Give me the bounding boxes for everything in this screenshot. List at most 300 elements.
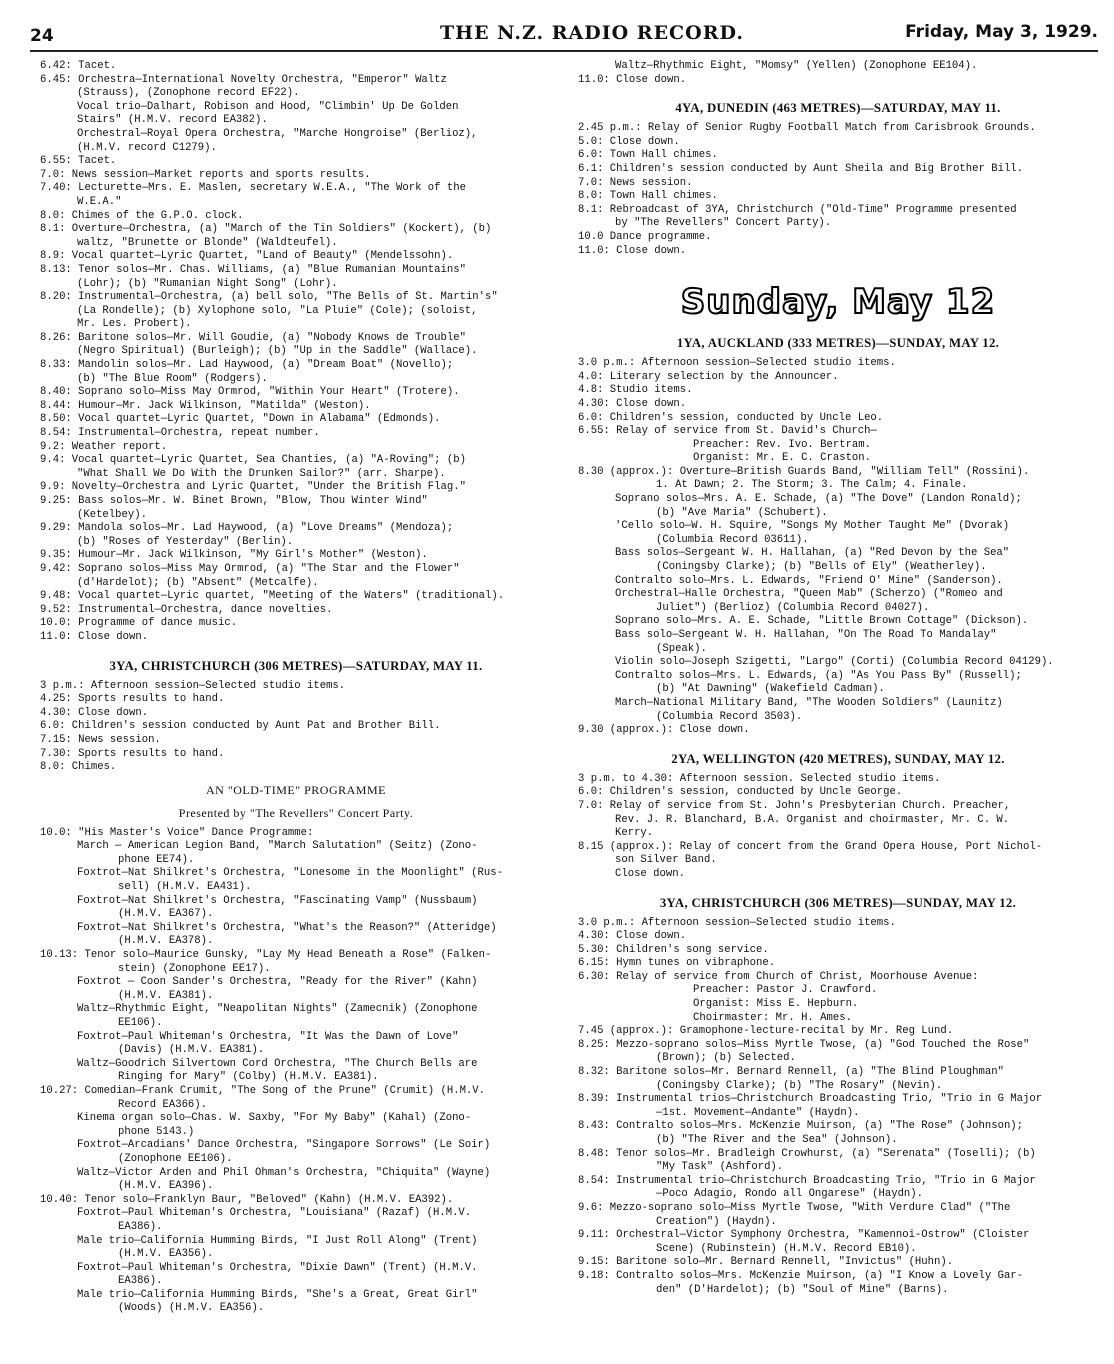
programme-line bbox=[40, 748, 552, 762]
programme-line-text: 8.1: Rebroadcast of 3YA, Christchurch ("Old-Time" Programme presented bbox=[578, 203, 1017, 216]
programme-line bbox=[40, 373, 552, 387]
programme-line bbox=[40, 305, 552, 319]
programme-list-dance bbox=[40, 827, 552, 1316]
programme-line-text: phone 5143.) bbox=[118, 1125, 195, 1138]
programme-line-text: Bass solo—Sergeant W. H. Hallahan, "On The Road To Mandalay" bbox=[615, 629, 997, 641]
programme-line bbox=[578, 1216, 1098, 1230]
programme-line-text: March—National Military Band, "The Wooden Soldiers" (Launitz) bbox=[615, 696, 1003, 709]
programme-line-text: 8.9: Vocal quartet—Lyric Quartet, "Land of Beauty" (Mendelssohn). bbox=[40, 250, 454, 263]
programme-line-text: 9.52: Instrumental—Orchestra, dance novelties. bbox=[40, 603, 333, 616]
programme-line bbox=[40, 169, 552, 183]
programme-line bbox=[578, 177, 1098, 191]
programme-line-text: 8.44: Humour—Mr. Jack Wilkinson, "Matilda" (Weston). bbox=[40, 399, 371, 412]
programme-line-text: EA386). bbox=[118, 1220, 163, 1233]
programme-line-text: Rev. J. R. Blanchard, B.A. Organist and choirmaster, Mr. C. W. bbox=[615, 813, 1010, 826]
programme-line bbox=[40, 332, 552, 346]
station-heading-2ya-sunday: 2YA, WELLINGTON (420 METRES), SUNDAY, MAY 12. bbox=[671, 751, 1005, 766]
programme-line bbox=[578, 1039, 1098, 1053]
programme-line-text: Contralto solos—Mrs. L. Edwards, (a) "As You Pass By" (Russell); bbox=[615, 669, 1022, 682]
programme-line bbox=[578, 944, 1098, 958]
programme-line bbox=[578, 827, 1098, 841]
programme-line-text: (H.M.V. record C1279). bbox=[77, 141, 217, 154]
programme-line-text: Preacher: Pastor J. Crawford. bbox=[693, 984, 878, 997]
programme-line-text: 3.0 p.m.: Afternoon session—Selected studio items. bbox=[578, 357, 896, 370]
programme-line bbox=[40, 509, 552, 523]
programme-line-text: EE106). bbox=[118, 1017, 163, 1029]
programme-line bbox=[578, 357, 1098, 371]
programme-line-text: by "The Revellers" Concert Party). bbox=[615, 217, 832, 230]
programme-line bbox=[40, 840, 552, 854]
programme-line bbox=[578, 1270, 1098, 1284]
programme-line-text: 8.26: Baritone solos—Mr. Will Goudie, (a) "Nobody Knows de Trouble" bbox=[40, 331, 466, 344]
programme-line bbox=[578, 561, 1098, 575]
programme-line bbox=[578, 534, 1098, 548]
programme-line-text: (b) "Roses of Yesterday" (Berlin). bbox=[77, 535, 294, 548]
programme-line-text: 8.20: Instrumental—Orchestra, (a) bell solo, "The Bells of St. Martin's" bbox=[40, 291, 498, 304]
programme-list-3ya-sunday bbox=[578, 917, 1098, 1298]
programme-line bbox=[578, 984, 1098, 998]
programme-line-text: 4.30: Close down. bbox=[578, 930, 687, 943]
programme-line-text: Stairs" (H.M.V. record EA382). bbox=[77, 114, 268, 127]
programme-line-text: 10.13: Tenor solo—Maurice Gunsky, "Lay My Head Beneath a Rose" (Falken- bbox=[40, 949, 492, 962]
programme-line bbox=[40, 250, 552, 264]
programme-line bbox=[578, 1012, 1098, 1026]
programme-line-text: 7.30: Sports results to hand. bbox=[40, 747, 225, 760]
programme-line-text: 8.1: Overture—Orchestra, (a) "March of the Tin Soldiers" (Kockert), (b) bbox=[40, 223, 492, 236]
programme-line-text: 9.6: Mezzo-soprano solo—Miss Myrtle Twose, "With Verdure Clad" ("The bbox=[578, 1201, 1011, 1214]
programme-line bbox=[578, 930, 1098, 944]
right-column bbox=[578, 60, 1098, 1297]
programme-line bbox=[578, 917, 1098, 931]
programme-line bbox=[578, 588, 1098, 602]
programme-line-text: 7.0: News session—Market reports and sports results. bbox=[40, 168, 371, 181]
programme-line-text: den" (D'Hardelot); (b) "Soul of Mine" (Barns). bbox=[656, 1283, 949, 1296]
programme-line bbox=[578, 971, 1098, 985]
programme-line bbox=[40, 693, 552, 707]
programme-line-text: Waltz—Goodrich Silvertown Cord Orchestra, "The Church Bells are bbox=[77, 1057, 478, 1070]
programme-line-text: 9.48: Vocal quartet—Lyric quartet, "Meeting of the Waters" (traditional). bbox=[40, 590, 505, 603]
programme-line bbox=[40, 1235, 552, 1249]
programme-line-text: 8.40: Soprano solo—Miss May Ormrod, "Within Your Heart" (Trotere). bbox=[40, 386, 460, 399]
programme-line bbox=[40, 1058, 552, 1072]
page-number: 24 bbox=[30, 26, 54, 46]
programme-line-text: (b) "At Dawning" (Wakefield Cadman). bbox=[656, 683, 885, 696]
programme-line-text: 8.33: Mandolin solos—Mr. Lad Haywood, (a) "Dream Boat" (Novello); bbox=[40, 359, 454, 372]
programme-line bbox=[578, 1161, 1098, 1175]
programme-line-text: (b) "Ave Maria" (Schubert). bbox=[656, 506, 828, 519]
programme-line bbox=[40, 1099, 552, 1113]
programme-line bbox=[578, 615, 1098, 629]
programme-line-text: son Silver Band. bbox=[615, 854, 717, 867]
programme-line bbox=[40, 536, 552, 550]
programme-line-text: (Brown); (b) Selected. bbox=[656, 1052, 796, 1065]
programme-line bbox=[40, 617, 552, 631]
programme-line bbox=[578, 547, 1098, 561]
programme-line-text: 6.30: Relay of service from Church of Christ, Moorhouse Avenue: bbox=[578, 970, 979, 983]
programme-line bbox=[40, 1044, 552, 1058]
programme-line-text: 7.15: News session. bbox=[40, 733, 161, 746]
programme-line bbox=[40, 707, 552, 721]
station-heading-4ya-saturday: 4YA, DUNEDIN (463 METRES)—SATURDAY, MAY 11. bbox=[675, 101, 1001, 116]
programme-line-text: (d'Hardelot); (b) "Absent" (Metcalfe). bbox=[77, 576, 319, 589]
programme-line bbox=[578, 841, 1098, 855]
programme-line-text: 10.27: Comedian—Frank Crumit, "The Song of the Prune" (Crumit) (H.M.V. bbox=[40, 1084, 486, 1097]
programme-line-text: 6.42: Tacet. bbox=[40, 60, 117, 72]
programme-line bbox=[578, 245, 1098, 259]
programme-line bbox=[40, 680, 552, 694]
programme-line bbox=[40, 895, 552, 909]
programme-line bbox=[40, 74, 552, 88]
programme-line bbox=[40, 1194, 552, 1208]
header-rule bbox=[30, 50, 1098, 52]
programme-line-text: Orchestral—Halle Orchestra, "Queen Mab" (Scherzo) ("Romeo and bbox=[615, 588, 1003, 601]
programme-line bbox=[578, 1175, 1098, 1189]
programme-line-text: 7.0: Relay of service from St. John's Presbyterian Church. Preacher, bbox=[578, 799, 1011, 812]
programme-line bbox=[578, 786, 1098, 800]
programme-line-text: sell) (H.M.V. EA431). bbox=[118, 881, 252, 894]
programme-line bbox=[578, 1188, 1098, 1202]
programme-line bbox=[40, 237, 552, 251]
programme-line-text: 3.0 p.m.: Afternoon session—Selected studio items. bbox=[578, 916, 896, 929]
programme-line bbox=[578, 520, 1098, 534]
programme-line-text: Male trio—California Humming Birds, "I Just Roll Along" (Trent) bbox=[77, 1234, 478, 1247]
programme-line bbox=[40, 142, 552, 156]
programme-line-text: Soprano solo—Mrs. A. E. Schade, "Little Brown Cottage" (Dickson). bbox=[615, 615, 1029, 628]
programme-line bbox=[578, 602, 1098, 616]
programme-line bbox=[40, 1112, 552, 1126]
programme-line-text: (Ketelbey). bbox=[77, 508, 147, 521]
programme-line-text: (Zonophone EE106). bbox=[118, 1152, 233, 1165]
programme-line-text: 4.0: Literary selection by the Announcer. bbox=[578, 370, 839, 383]
programme-line-text: 3 p.m.: Afternoon session—Selected studio items. bbox=[40, 679, 346, 692]
programme-line-text: Foxtrot — Coon Sander's Orchestra, "Ready for the River" (Kahn) bbox=[77, 976, 478, 989]
programme-line-text: Record EA366). bbox=[118, 1098, 208, 1111]
programme-line-text: (Coningsby Clarke); (b) "The Rosary" (Nevin). bbox=[656, 1079, 943, 1092]
programme-line-text: 9.4: Vocal quartet—Lyric Quartet, Sea Chanties, (a) "A-Roving"; (b) bbox=[40, 454, 466, 467]
programme-line-text: 11.0: Close down. bbox=[578, 73, 687, 86]
programme-line-text: 9.25: Bass solos—Mr. W. Binet Brown, "Blow, Thou Winter Wind" bbox=[40, 495, 428, 507]
programme-line bbox=[40, 604, 552, 618]
programme-list-1ya-sunday bbox=[578, 357, 1098, 738]
programme-line-text: (Strauss), (Zonophone record EF22). bbox=[77, 87, 300, 100]
programme-line bbox=[40, 1031, 552, 1045]
programme-line-text: Waltz—Victor Arden and Phil Ohman's Orchestra, "Chiquita" (Wayne) bbox=[77, 1166, 491, 1179]
programme-line bbox=[578, 1066, 1098, 1080]
programme-line bbox=[40, 577, 552, 591]
programme-line-text: 8.0: Chimes of the G.P.O. clock. bbox=[40, 209, 244, 222]
programme-line bbox=[40, 522, 552, 536]
programme-line bbox=[578, 957, 1098, 971]
station-heading-3ya-saturday: 3YA, CHRISTCHURCH (306 METRES)—SATURDAY, MAY 11. bbox=[109, 658, 483, 673]
programme-line bbox=[40, 949, 552, 963]
programme-line bbox=[578, 800, 1098, 814]
programme-line bbox=[40, 935, 552, 949]
programme-line bbox=[40, 441, 552, 455]
programme-line-text: stein) (Zonophone EE17). bbox=[118, 962, 271, 975]
programme-line-text: Kerry. bbox=[615, 827, 654, 840]
programme-list-3ya-saturday bbox=[40, 680, 552, 775]
programme-line bbox=[40, 182, 552, 196]
programme-line-text: 8.25: Mezzo-soprano solos—Miss Myrtle Twose, (a) "God Touched the Rose" bbox=[578, 1038, 1030, 1051]
programme-line-text: Juliet") (Berlioz) (Columbia Record 04027). bbox=[656, 601, 930, 614]
programme-line-text: Foxtrot—Paul Whiteman's Orchestra, "It Was the Dawn of Love" bbox=[77, 1030, 459, 1043]
programme-line-text: W.E.A." bbox=[77, 195, 122, 208]
programme-line bbox=[578, 466, 1098, 480]
issue-date: Friday, May 3, 1929. bbox=[905, 22, 1098, 42]
programme-line bbox=[40, 1207, 552, 1221]
station-heading-1ya-sunday: 1YA, AUCKLAND (333 METRES)—SUNDAY, MAY 12. bbox=[676, 336, 1000, 351]
programme-line bbox=[578, 231, 1098, 245]
programme-line bbox=[578, 1080, 1098, 1094]
programme-line-text: "What Shall We Do With the Drunken Sailor?" (arr. Sharpe). bbox=[77, 467, 446, 480]
programme-line bbox=[40, 1275, 552, 1289]
programme-line bbox=[578, 643, 1098, 657]
programme-line bbox=[40, 976, 552, 990]
programme-line-text: 1. At Dawn; 2. The Storm; 3. The Calm; 4. Finale. bbox=[656, 479, 968, 492]
programme-line bbox=[578, 854, 1098, 868]
programme-line bbox=[578, 575, 1098, 589]
programme-line bbox=[578, 1134, 1098, 1148]
programme-line-text: 6.0: Town Hall chimes. bbox=[578, 149, 718, 162]
programme-line bbox=[578, 60, 1098, 74]
programme-line bbox=[578, 1284, 1098, 1298]
programme-line bbox=[40, 318, 552, 332]
programme-line bbox=[578, 683, 1098, 697]
programme-line-text: March — American Legion Band, "March Salutation" (Seitz) (Zono- bbox=[77, 840, 478, 853]
programme-line-text: 10.0 Dance programme. bbox=[578, 230, 712, 243]
programme-line-text: 11.0: Close down. bbox=[40, 630, 149, 643]
programme-line-text: 7.45 (approx.): Gramophone-lecture-recital by Mr. Reg Lund. bbox=[578, 1025, 954, 1038]
programme-line-text: Preacher: Rev. Ivo. Bertram. bbox=[693, 438, 872, 451]
page-header bbox=[30, 20, 1098, 50]
programme-line bbox=[578, 479, 1098, 493]
programme-line-text: 6.1: Children's session conducted by Aunt Sheila and Big Brother Bill. bbox=[578, 162, 1024, 175]
programme-line bbox=[40, 291, 552, 305]
programme-line-text: Ringing for Mary" (Colby) (H.M.V. EA381). bbox=[118, 1071, 379, 1084]
programme-line bbox=[40, 549, 552, 563]
programme-line-text: waltz, "Brunette or Blonde" (Waldteufel). bbox=[77, 236, 338, 249]
programme-line bbox=[40, 1180, 552, 1194]
programme-line bbox=[40, 427, 552, 441]
sunday-section-title: Sunday, May 12 bbox=[680, 282, 996, 323]
programme-line-text: 8.54: Instrumental—Orchestra, repeat number. bbox=[40, 427, 320, 440]
programme-line bbox=[578, 149, 1098, 163]
programme-list-2ya-saturday bbox=[40, 60, 552, 645]
programme-line bbox=[578, 724, 1098, 738]
programme-line bbox=[578, 670, 1098, 684]
programme-line-text: 8.13: Tenor solos—Mr. Chas. Williams, (a) "Blue Rumanian Mountains" bbox=[40, 263, 466, 276]
programme-line bbox=[578, 1256, 1098, 1270]
programme-line-text: 2.45 p.m.: Relay of Senior Rugby Football Match from Carisbrook Grounds. bbox=[578, 122, 1036, 135]
programme-line bbox=[578, 1243, 1098, 1257]
programme-line-text: 8.0: Chimes. bbox=[40, 761, 117, 774]
programme-line bbox=[40, 922, 552, 936]
programme-line-text: 7.40: Lecturette—Mrs. E. Maslen, secretary W.E.A., "The Work of the bbox=[40, 182, 466, 195]
programme-line bbox=[40, 1262, 552, 1276]
programme-line bbox=[40, 210, 552, 224]
programme-line bbox=[40, 400, 552, 414]
programme-line-text: Kinema organ solo—Chas. W. Saxby, "For My Baby" (Kahal) (Zono- bbox=[77, 1112, 472, 1125]
programme-line-text: (Negro Spiritual) (Burleigh); (b) "Up in the Saddle" (Wallace). bbox=[77, 345, 478, 358]
programme-line bbox=[40, 1302, 552, 1316]
programme-line bbox=[40, 1139, 552, 1153]
programme-line bbox=[40, 1085, 552, 1099]
programme-line-text: Foxtrot—Paul Whiteman's Orchestra, "Louisiana" (Razaf) (H.M.V. bbox=[77, 1207, 472, 1220]
programme-list-continued bbox=[578, 60, 1098, 87]
programme-line-text: 6.55: Relay of service from St. David's Church— bbox=[578, 425, 877, 438]
programme-line bbox=[578, 814, 1098, 828]
programme-line bbox=[40, 1071, 552, 1085]
programme-line-text: (Columbia Record 03611). bbox=[656, 533, 809, 546]
programme-line bbox=[578, 190, 1098, 204]
old-time-programme-title: AN "OLD-TIME" PROGRAMME bbox=[206, 782, 386, 797]
programme-line-text: 6.0: Children's session, conducted by Uncle George. bbox=[578, 786, 903, 799]
programme-line-text: (Coningsby Clarke); (b) "Bells of Ely" (Weatherley). bbox=[656, 561, 987, 574]
programme-line bbox=[40, 128, 552, 142]
programme-line-text: Foxtrot—Nat Shilkret's Orchestra, "Lonesome in the Moonlight" (Rus- bbox=[77, 867, 503, 880]
programme-line bbox=[40, 761, 552, 775]
programme-line-text: 4.30: Close down. bbox=[40, 706, 149, 719]
programme-line-text: —1st. Movement—Andante" (Haydn). bbox=[656, 1106, 860, 1119]
programme-line bbox=[40, 345, 552, 359]
programme-line bbox=[578, 1202, 1098, 1216]
programme-line bbox=[578, 452, 1098, 466]
programme-line-text: 8.43: Contralto solos—Mrs. McKenzie Muirson, (a) "The Rose" (Johnson); bbox=[578, 1120, 1024, 1133]
programme-line bbox=[578, 1229, 1098, 1243]
programme-line bbox=[578, 384, 1098, 398]
programme-line bbox=[40, 413, 552, 427]
programme-line bbox=[578, 697, 1098, 711]
programme-line bbox=[40, 87, 552, 101]
programme-line-text: (Woods) (H.M.V. EA356). bbox=[118, 1302, 265, 1315]
programme-line bbox=[40, 881, 552, 895]
programme-line-text: 7.0: News session. bbox=[578, 176, 693, 189]
programme-line-text: —Poco Adagio, Rondo all Ongarese" (Haydn). bbox=[656, 1188, 924, 1201]
programme-line bbox=[40, 264, 552, 278]
programme-line bbox=[578, 773, 1098, 787]
programme-line-text: 9.35: Humour—Mr. Jack Wilkinson, "My Girl's Mother" (Weston). bbox=[40, 549, 428, 562]
programme-line bbox=[578, 1107, 1098, 1121]
programme-line-text: (Lohr); (b) "Rumanian Night Song" (Lohr). bbox=[77, 277, 338, 290]
programme-line-text: 11.0: Close down. bbox=[578, 244, 687, 257]
programme-line-text: 4.30: Close down. bbox=[578, 397, 687, 410]
programme-line-text: 3 p.m. to 4.30: Afternoon session. Selected studio items. bbox=[578, 772, 941, 785]
programme-line bbox=[40, 1167, 552, 1181]
programme-line bbox=[578, 1025, 1098, 1039]
programme-line bbox=[40, 590, 552, 604]
programme-line bbox=[40, 223, 552, 237]
programme-list-4ya-saturday bbox=[578, 122, 1098, 258]
programme-line-text: Foxtrot—Nat Shilkret's Orchestra, "What's the Reason?" (Atteridge) bbox=[77, 921, 497, 934]
programme-line-text: Choirmaster: Mr. H. Ames. bbox=[693, 1011, 852, 1024]
programme-line-text: Soprano solos—Mrs. A. E. Schade, (a) "The Dove" (Landon Ronald); bbox=[615, 493, 1022, 506]
programme-line bbox=[578, 1052, 1098, 1066]
programme-line-text: 4.8: Studio items. bbox=[578, 384, 693, 397]
programme-line bbox=[578, 204, 1098, 218]
programme-line bbox=[40, 734, 552, 748]
programme-line-text: Close down. bbox=[615, 867, 685, 880]
publication-title: THE N.Z. RADIO RECORD. bbox=[440, 22, 744, 44]
programme-list-2ya-sunday bbox=[578, 773, 1098, 882]
programme-line bbox=[40, 101, 552, 115]
programme-line bbox=[40, 1153, 552, 1167]
programme-line bbox=[578, 493, 1098, 507]
programme-line-text: Mr. Les. Probert). bbox=[77, 318, 192, 331]
programme-line bbox=[40, 963, 552, 977]
programme-line bbox=[578, 412, 1098, 426]
programme-line bbox=[578, 163, 1098, 177]
programme-line bbox=[40, 114, 552, 128]
programme-line-text: Orchestral—Royal Opera Orchestra, "Marche Hongroise" (Berlioz), bbox=[77, 127, 478, 140]
programme-line bbox=[578, 629, 1098, 643]
programme-line-text: phone EE74). bbox=[118, 853, 195, 866]
programme-line-text: 5.30: Children's song service. bbox=[578, 943, 769, 956]
programme-line-text: 6.0: Children's session conducted by Aunt Pat and Brother Bill. bbox=[40, 720, 441, 733]
programme-line-text: 9.15: Baritone solo—Mr. Bernard Rennell, "Invictus" (Huhn). bbox=[578, 1256, 954, 1269]
programme-line-text: EA386). bbox=[118, 1275, 163, 1288]
programme-line bbox=[578, 371, 1098, 385]
programme-line-text: (H.M.V. EA367). bbox=[118, 908, 214, 921]
programme-line bbox=[578, 398, 1098, 412]
programme-line bbox=[578, 1093, 1098, 1107]
programme-line-text: Organist: Miss E. Hepburn. bbox=[693, 998, 859, 1011]
programme-line bbox=[578, 217, 1098, 231]
programme-line bbox=[578, 1120, 1098, 1134]
programme-line bbox=[578, 122, 1098, 136]
programme-line bbox=[40, 908, 552, 922]
programme-line bbox=[40, 631, 552, 645]
programme-line bbox=[40, 359, 552, 373]
programme-line bbox=[40, 563, 552, 577]
programme-line-text: Foxtrot—Nat Shilkret's Orchestra, "Fascinating Vamp" (Nussbaum) bbox=[77, 894, 478, 907]
programme-line bbox=[40, 278, 552, 292]
programme-line bbox=[40, 60, 552, 74]
programme-line bbox=[40, 1126, 552, 1140]
programme-line-text: (b) "The River and the Sea" (Johnson). bbox=[656, 1134, 898, 1146]
programme-line-text: 'Cello solo—W. H. Squire, "Songs My Mother Taught Me" (Dvorak) bbox=[615, 520, 1010, 533]
programme-line-text: 6.0: Children's session, conducted by Uncle Leo. bbox=[578, 411, 884, 424]
programme-line-text: Bass solos—Sergeant W. H. Hallahan, (a) "Red Devon by the Sea" bbox=[615, 547, 1010, 560]
programme-line-text: 9.11: Orchestral—Victor Symphony Orchestra, "Kamennoi-Ostrow" (Cloister bbox=[578, 1229, 1030, 1242]
programme-line bbox=[40, 854, 552, 868]
programme-line bbox=[40, 481, 552, 495]
programme-line bbox=[40, 196, 552, 210]
programme-line-text: 10.0: "His Master's Voice" Dance Programme: bbox=[40, 826, 314, 839]
programme-line-text: 10.40: Tenor solo—Franklyn Baur, "Beloved" (Kahn) (H.M.V. EA392). bbox=[40, 1193, 454, 1206]
programme-line-text: (Davis) (H.M.V. EA381). bbox=[118, 1044, 265, 1057]
programme-line bbox=[40, 1221, 552, 1235]
programme-line-text: (b) "The Blue Room" (Rodgers). bbox=[77, 372, 268, 385]
left-column bbox=[40, 60, 552, 1316]
programme-line-text: Vocal trio—Dalhart, Robison and Hood, "Climbin' Up De Golden bbox=[77, 100, 459, 113]
programme-line-text: 8.54: Instrumental trio—Christchurch Broadcasting Trio, "Trio in G Major bbox=[578, 1174, 1036, 1187]
programme-line-text: 6.45: Orchestra—International Novelty Orchestra, "Emperor" Waltz bbox=[40, 73, 447, 86]
programme-line bbox=[578, 439, 1098, 453]
programme-line bbox=[578, 868, 1098, 882]
programme-line-text: 5.0: Close down. bbox=[578, 135, 680, 148]
programme-line bbox=[578, 507, 1098, 521]
programme-line-text: Contralto solo—Mrs. L. Edwards, "Friend O' Mine" (Sanderson). bbox=[615, 574, 1003, 587]
programme-line-text: (Speak). bbox=[656, 642, 707, 655]
programme-line-text: (H.M.V. EA396). bbox=[118, 1180, 214, 1193]
programme-line bbox=[40, 495, 552, 509]
programme-line bbox=[578, 136, 1098, 150]
programme-line bbox=[578, 998, 1098, 1012]
programme-line-text: 10.0: Programme of dance music. bbox=[40, 617, 238, 630]
programme-line-text: Organist: Mr. E. C. Craston. bbox=[693, 452, 872, 465]
programme-line-text: (H.M.V. EA378). bbox=[118, 935, 214, 948]
programme-line bbox=[40, 827, 552, 841]
